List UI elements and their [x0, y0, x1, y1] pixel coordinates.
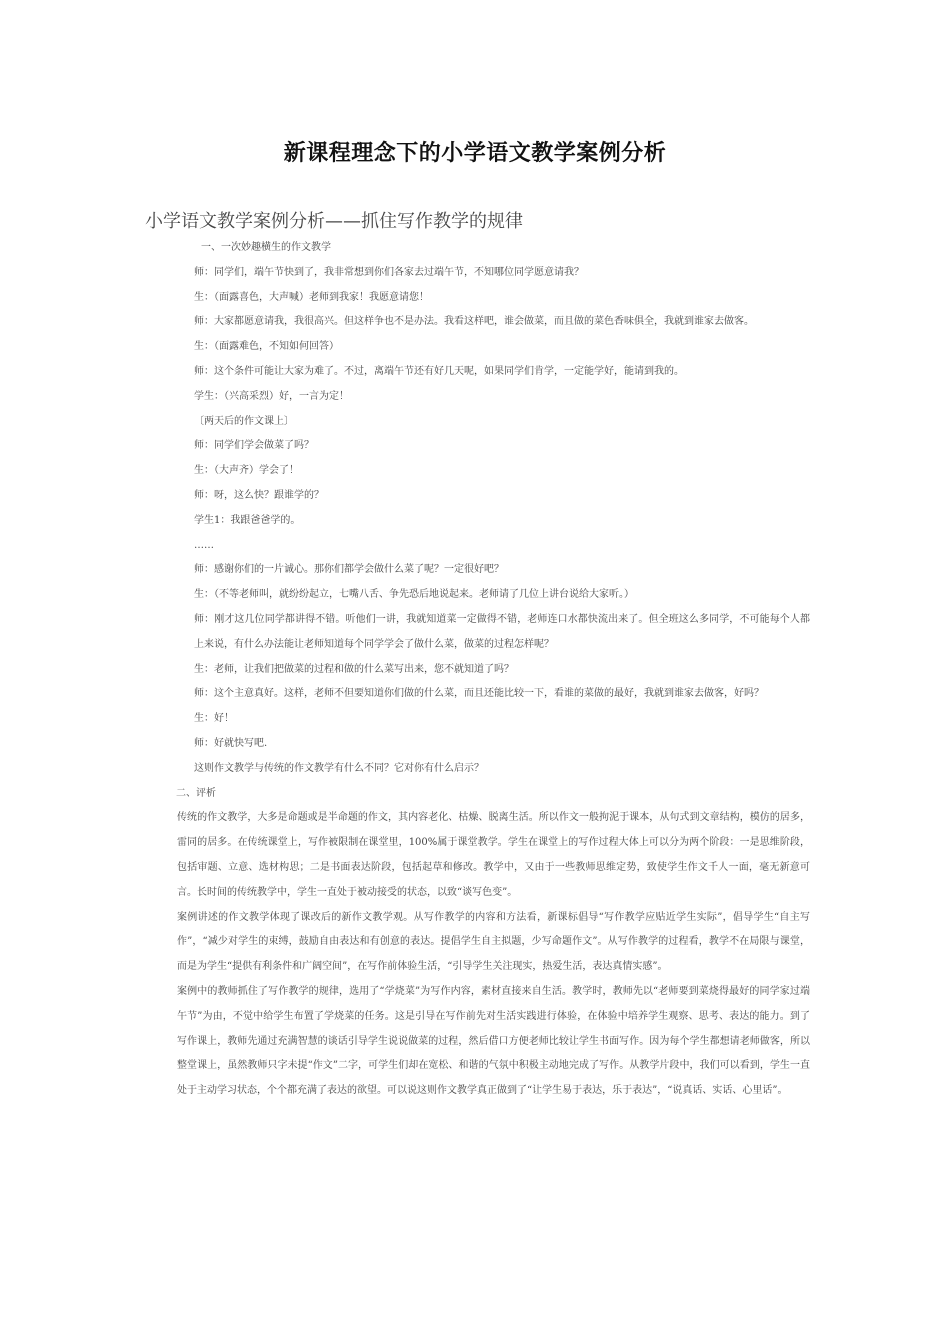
dialogue-ellipsis: …… — [194, 539, 214, 551]
dialogue-line: 师：呀，这么快？跟谁学的？ — [194, 489, 324, 501]
dialogue-line: 〔两天后的作文课上〕 — [194, 415, 294, 427]
document-body — [145, 236, 810, 1104]
dialogue-line: 学生：（兴高采烈）好，一言为定！ — [194, 390, 349, 402]
discussion-question: 这则作文教学与传统的作文教学有什么不同？它对你有什么启示？ — [194, 762, 484, 774]
section-heading-case: 一、一次妙趣横生的作文教学 — [201, 242, 331, 253]
dialogue-line: 师：同学们，端午节快到了，我非常想到你们各家去过端午节，不知哪位同学愿意请我？ — [194, 266, 584, 278]
dialogue-line: 师：好就快写吧. — [194, 737, 268, 749]
dialogue-line: 师：同学们学会做菜了吗？ — [194, 440, 314, 452]
dialogue-line: 生：老师，让我们把做菜的过程和做的什么菜写出来，您不就知道了吗？ — [194, 663, 514, 675]
dialogue-line: 生：（面露喜色，大声喊）老师到我家！我愿意请您！ — [194, 291, 429, 303]
dialogue-line: 生：（大声齐）学会了！ — [194, 465, 299, 477]
dialogue-line: 生：（不等老师叫，就纷纷起立，七嘴八舌、争先恐后地说起来。老师请了几位上讲台说给大家听。） — [194, 589, 634, 601]
analysis-paragraph: 案例中的教师抓住了写作教学的规律，选用了“学烧菜”为写作内容，素材直接来自生活。教学时，教师先以“老师要到菜烧得最好的同学家过端午节”为由，不觉中给学生布置了学烧菜的任务。这是引导在写作前先对生活实践进行体验，在体验中培养学生观察、思考、表达的能力。到了写作课上，教师先通过充满智慧的谈话引导学生说说做菜的过程，然后借口方便老师比较让学生书面写作。因为每个学生都想请老师做客，所以整堂课上，虽然教师只字未提“作文”二字，可学生们却在宽松、和谐的气氛中积极主动地完成了写作。从教学片段中，我们可以看到，学生一直处于主动学习状态，个个都充满了表达的欲望。可以说这则作文教学真正做到了“让学生易于表达，乐于表达”，“说真话、实话、心里话”。 — [177, 985, 810, 1097]
analysis-paragraph: 案例讲述的作文教学体现了课改后的新作文教学观。从写作教学的内容和方法看，新课标倡导“写作教学应贴近学生实际”，倡导学生“自主写作”，“减少对学生的束缚，鼓励自由表达和有创意的表达。提倡学生自主拟题，少写命题作文”。从写作教学的过程看，教学不在局限与课堂，而是为学生“提供有利条件和广阔空间”，在写作前体验生活，“引导学生关注现实，热爱生活，表达真情实感”。 — [177, 911, 810, 973]
dialogue-line: 师：大家都愿意请我，我很高兴。但这样争也不是办法。我看这样吧，谁会做菜，而且做的菜色香味俱全，我就到谁家去做客。 — [194, 316, 754, 328]
dialogue-line: 师：这个主意真好。这样，老师不但要知道你们做的什么菜，而且还能比较一下，看谁的菜做的最好，我就到谁家去做客，好吗？ — [194, 688, 764, 700]
dialogue-line: 生：（面露难色，不知如何回答） — [194, 341, 339, 353]
dialogue-line: 师：这个条件可能让大家为难了。不过，离端午节还有好几天呢，如果同学们肯学，一定能学好，能请到我的。 — [194, 365, 684, 377]
dialogue-line: 师：感谢你们的一片诚心。那你们都学会做什么菜了呢？一定很好吧？ — [194, 564, 504, 576]
section-heading-analysis: 二、评析 — [176, 787, 216, 799]
analysis-paragraph: 传统的作文教学，大多是命题或是半命题的作文，其内容老化、枯燥、脱离生活。所以作文一般拘泥于课本，从句式到文章结构，模仿的居多，雷同的居多。在传统课堂上，写作被限制在课堂里，100%属于课堂教学。学生在课堂上的写作过程大体上可以分为两个阶段：一是思维阶段，包括审题、立意、选材构思；二是书面表达阶段，包括起草和修改。教学中，又由于一些教师思维定势，致使学生作文千人一面，毫无新意可言。长时间的传统教学中，学生一直处于被动接受的状态，以致“谈写色变”。 — [177, 812, 810, 898]
document-title: 新课程理念下的小学语文教学案例分析 — [283, 141, 667, 166]
dialogue-line: 生：好！ — [194, 713, 234, 725]
document-subtitle: 小学语文教学案例分析——抓住写作教学的规律 — [145, 211, 523, 232]
dialogue-line: 学生1：我跟爸爸学的。 — [194, 514, 301, 526]
dialogue-line: 师：刚才这几位同学都讲得不错。听他们一讲，我就知道菜一定做得不错，老师连口水都快流出来了。但全班这么多同学，不可能每个人都上来说，有什么办法能让老师知道每个同学学会了做什么菜，做菜的过程怎样呢？ — [194, 613, 810, 650]
